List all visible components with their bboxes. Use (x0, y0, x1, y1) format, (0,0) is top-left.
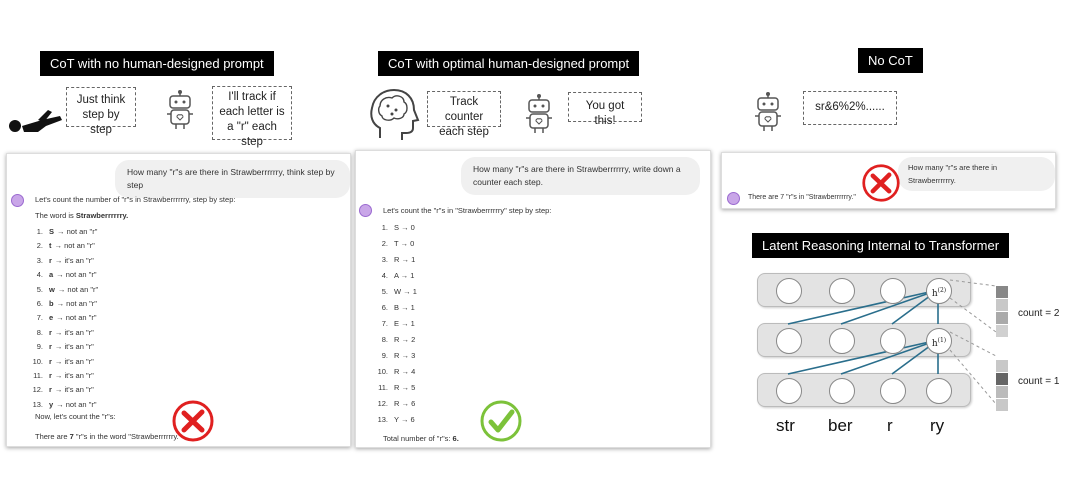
state-cell (996, 360, 1008, 372)
step-number: 2. (381, 239, 388, 248)
word-prefix: The word is (35, 211, 76, 220)
total-prefix: Total number of "r"s: (383, 434, 453, 443)
step-letter: r (49, 255, 52, 265)
step-number: 2. (36, 241, 43, 251)
h1-label: h (931, 339, 938, 349)
node-mid-2 (829, 328, 855, 354)
node-h2 (926, 278, 952, 304)
col3-chat-panel (721, 152, 1056, 209)
step-text: → it's an "r" (54, 356, 94, 366)
total-num: 6. (452, 434, 459, 443)
step-item (372, 287, 417, 296)
token-1: ber (828, 416, 853, 435)
step-letter: r (49, 356, 52, 366)
step-item (372, 223, 415, 232)
step-number: 3. (36, 255, 43, 265)
step-text: S → 0 (394, 223, 415, 232)
step-item (27, 371, 94, 380)
final-num: 7 (69, 432, 74, 441)
h1-sup: (1) (937, 337, 947, 344)
step-number: 6. (36, 299, 43, 308)
col1-right-bubble: I'll track if each letter is a "r" each step (212, 86, 292, 140)
step-number: 11. (33, 371, 43, 380)
node-bot-3 (880, 378, 906, 404)
state-cell (996, 325, 1008, 337)
final-suffix: "r"s in the word "Strawberrrrrry." (73, 432, 182, 441)
step-letter: t (49, 241, 52, 251)
check-icon (479, 399, 523, 443)
node-h1 (926, 328, 952, 354)
robot-icon (164, 90, 196, 130)
step-letter: b (49, 299, 54, 308)
step-number: 8. (381, 335, 388, 344)
step-item (27, 285, 98, 294)
step-text: → not an "r" (56, 270, 97, 280)
step-item (372, 271, 414, 280)
wrong-icon (861, 163, 901, 203)
latent-title: Latent Reasoning Internal to Transformer (752, 233, 1009, 258)
step-text: → it's an "r" (54, 327, 94, 337)
col1-left-bubble: Just think step by step (66, 87, 136, 127)
assistant-intro: Let's count the "r"s in "Strawberrrrrry" step by step: (383, 206, 552, 215)
step-number: 3. (381, 255, 388, 264)
robot-icon (523, 94, 555, 134)
final-prefix: There are (35, 432, 70, 441)
state-cell (996, 386, 1008, 398)
step-text: → it's an "r" (54, 371, 94, 380)
state-cell (996, 399, 1008, 411)
step-item (372, 255, 415, 264)
node-mid-1 (776, 328, 802, 354)
state-cell (996, 299, 1008, 311)
step-number: 6. (381, 303, 388, 312)
step-text: → not an "r" (54, 241, 95, 251)
step-text: R → 3 (394, 351, 416, 360)
assistant-avatar-icon (11, 194, 24, 207)
step-number: 5. (36, 284, 43, 294)
step-text: T → 0 (394, 239, 415, 248)
step-text: E → 1 (394, 319, 415, 328)
brain-head-icon (366, 86, 420, 142)
step-number: 12. (377, 399, 388, 408)
step-letter: y (49, 399, 54, 409)
step-letter: e (49, 313, 54, 323)
step-number: 7. (36, 313, 43, 323)
step-number: 11. (378, 383, 388, 392)
step-text: A → 1 (394, 271, 415, 280)
step-number: 12. (32, 385, 43, 395)
step-text: B → 1 (394, 303, 415, 312)
assistant-intro: Let's count the number of "r"s in Strawberrrrrry, step by step: (35, 195, 236, 204)
step-text: → it's an "r" (54, 385, 94, 395)
count-line: Now, let's count the "r"s: (35, 412, 116, 421)
step-item (372, 239, 414, 248)
step-item (372, 335, 415, 344)
step-item (27, 400, 97, 409)
step-number: 4. (381, 271, 388, 280)
step-letter: w (49, 284, 55, 294)
step-number: 13. (377, 415, 388, 424)
step-number: 9. (36, 342, 43, 352)
final-answer (35, 432, 181, 441)
state-cell (996, 373, 1008, 385)
robot-icon (752, 92, 784, 132)
step-text: → not an "r" (56, 313, 97, 323)
step-text: → it's an "r" (54, 255, 94, 265)
step-number: 13. (32, 399, 43, 409)
step-text: → not an "r" (56, 399, 97, 409)
step-item (372, 415, 415, 424)
state-cell (996, 286, 1008, 298)
step-number: 1. (381, 223, 388, 232)
person-lying-icon (8, 104, 64, 136)
h2-label: h (931, 289, 938, 299)
step-number: 5. (381, 287, 388, 296)
step-number: 8. (36, 327, 43, 337)
step-item (27, 227, 97, 236)
col3-bubble: sr&6%2%...... (803, 91, 897, 125)
step-item (372, 319, 415, 328)
step-item (27, 241, 95, 250)
assistant-answer: There are 7 "r"s in "Strawberrrrrry." (748, 194, 856, 201)
token-0: str (776, 416, 795, 435)
wrong-icon (171, 399, 215, 443)
step-number: 1. (36, 227, 43, 236)
step-number: 7. (381, 319, 388, 328)
word-line (35, 211, 128, 220)
step-text: Y → 6 (394, 415, 415, 424)
count-1-label: count = 1 (1018, 376, 1060, 387)
node-bot-2 (829, 378, 855, 404)
total-line (383, 434, 459, 443)
step-item (372, 303, 415, 312)
step-text: R → 5 (394, 383, 416, 392)
step-text: → it's an "r" (54, 342, 94, 352)
assistant-avatar-icon (359, 204, 372, 217)
step-item (27, 270, 97, 279)
assistant-avatar-icon (727, 192, 740, 205)
step-item (27, 385, 94, 394)
node-top-2 (829, 278, 855, 304)
count-2-label: count = 2 (1018, 308, 1060, 319)
step-item (372, 367, 415, 376)
step-letter: S (49, 227, 55, 236)
step-text: → not an "r" (57, 227, 98, 236)
col3-title: No CoT (858, 48, 923, 73)
step-item (27, 299, 97, 308)
col1-title: CoT with no human-designed prompt (40, 51, 274, 76)
step-item (372, 351, 415, 360)
col1-chat-panel (6, 153, 351, 447)
user-message: How many "r"s are there in Strawberrrrrry. (898, 157, 1055, 191)
step-item (372, 399, 415, 408)
step-number: 10. (32, 356, 43, 366)
step-item (27, 256, 94, 265)
step-number: 9. (381, 351, 388, 360)
user-message: How many "r"s are there in Strawberrrrrry, write down a counter each step. (461, 157, 700, 195)
step-text: R → 6 (394, 399, 416, 408)
node-top-1 (776, 278, 802, 304)
step-text: W → 1 (394, 287, 417, 296)
step-text: → not an "r" (56, 299, 97, 308)
state-cell (996, 312, 1008, 324)
col2-title: CoT with optimal human-designed prompt (378, 51, 639, 76)
step-letter: r (49, 371, 52, 380)
node-bot-4 (926, 378, 952, 404)
user-message: How many "r"s are there in Strawberrrrrry, think step by step (115, 160, 350, 198)
col2-chat-panel (355, 150, 711, 448)
step-number: 4. (36, 270, 43, 280)
node-mid-3 (880, 328, 906, 354)
node-bot-1 (776, 378, 802, 404)
token-3: ry (930, 416, 945, 435)
step-letter: r (49, 327, 52, 337)
step-letter: r (49, 342, 52, 352)
step-item (27, 313, 97, 322)
step-text: R → 1 (394, 255, 416, 264)
col2-right-bubble: You got this! (568, 92, 642, 122)
step-letter: a (49, 270, 54, 280)
step-number: 10. (377, 367, 388, 376)
step-letter: r (49, 385, 52, 395)
step-text: R → 2 (394, 335, 416, 344)
h2-sup: (2) (937, 287, 947, 294)
col2-left-bubble: Track counter each step (427, 91, 501, 127)
node-top-3 (880, 278, 906, 304)
token-2: r (887, 416, 893, 435)
step-item (27, 328, 94, 337)
word-bold: Strawberrrrrry. (75, 211, 129, 220)
step-item (27, 342, 94, 351)
step-text: R → 4 (394, 367, 416, 376)
step-text: → not an "r" (57, 284, 99, 294)
step-item (27, 357, 94, 366)
step-item (372, 383, 415, 392)
